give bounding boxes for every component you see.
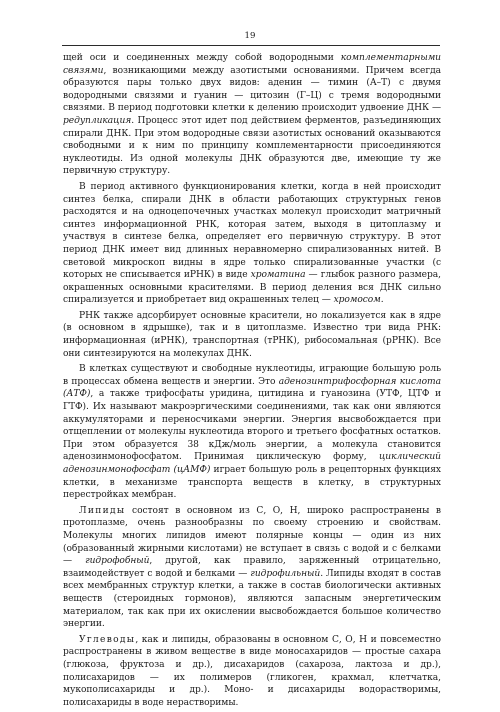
section-term: Липиды <box>79 505 126 516</box>
paragraph-p4 <box>63 363 441 502</box>
emphasized-term: гидрофильный <box>250 568 321 579</box>
text-run: состоят в основном из С, О, Н, широко распространены в протоплазме, очень разнообразны по своему строению и свойствам. Молекулы многих липидов имеют полярные концы — один из них (образованный жирными кислотами) не вступает в связь с водой и с белками — <box>63 505 441 567</box>
text-run: , возникающими между азотистыми основаниями. Причем всегда образуются пары только двух видов: аденин — тимин (А–Т) с двумя водородными связями и гуанин — цитозин (Г–Ц) с тремя водородными связями. В период подготовки клетки к делению происходит удвоение ДНК — <box>63 65 441 114</box>
text-run: . <box>380 295 384 306</box>
page-body-text <box>63 52 441 712</box>
text-run: В клетках существуют и свободные нуклеотиды, играющие большую роль в процессах обмена веществ и энергии. Это <box>63 364 441 387</box>
emphasized-term: гидрофобный <box>85 556 150 567</box>
header-rule <box>62 45 440 46</box>
text-run: . Липиды входят в состав всех мембранных структур клетки, а также в состав биологически активных веществ (стероидных гормонов), являются запасным энергетическим материалом, так как при их окислении высвобождается большое количество энергии. <box>63 568 441 630</box>
text-run: , как и липиды, образованы в основном С, О, Н и повсеместно распространены в живом веществе в виде моносахаридов — простые сахара (глюкоза, фруктоза и др.), дисахаридов (сахароза, лактоза и др.), полисахаридов — их полимеров (гликоген, крахмал, клетчатка, мукополисахариды и др.). Моно- и дисахариды водорастворимы, полисахариды в воде нерастворимы. <box>63 634 441 708</box>
text-run: РНК также адсорбирует основные красители, но локализуется как в ядре (в основном в ядрышке), так и в цитоплазме. Известно три вида РНК: информационная (иРНК), транспортная (тРНК), рибосомальная (рРНК). Все они синтезируются на молекулах ДНК. <box>63 310 441 359</box>
emphasized-term: комплементарными связями <box>63 53 441 76</box>
emphasized-term: хромосом <box>333 295 381 306</box>
emphasized-term: циклический аденозинмонофосфат (цАМФ) <box>63 452 441 475</box>
paragraph-p5 <box>63 505 441 631</box>
emphasized-term: хроматина <box>250 270 306 281</box>
emphasized-term: аденозинтрифосфорная кислота (АТФ) <box>63 376 441 400</box>
text-run: В период активного функционирования клетки, когда в ней происходит синтез белка, спирали ДНК в области работающих структурных генов расходятся и на одноцепочечных участках молекул происходит матричный синтез информационной РНК, которая затем, выходя в цитоплазму и участвуя в синтезе белка, определяет его первичную структуру. В этот период ДНК имеет вид длинных неравномерно спирализованных нитей. В световой микроскоп видны в ядре только спирализованные участки (с которых не списывается иРНК) в виде <box>63 181 441 281</box>
text-run: . Процесс этот идет под действием ферментов, разъединяющих спирали ДНК. При этом водородные связи азотистых оснований оказываются свободными и к ним по принципу комплементарности присоединяются нуклеотиды. Из одной молекулы ДНК образуются две, имеющие ту же первичную структуру. <box>63 115 441 177</box>
text-run: играет большую роль в рецепторных функциях клетки, в механизме транспорта веществ в клетку, в структурных перестройках мембран. <box>63 465 441 501</box>
paragraph-p1 <box>63 52 441 178</box>
paragraph-p6 <box>63 634 441 710</box>
paragraph-p3 <box>63 310 441 360</box>
emphasized-term: редупликация <box>63 115 132 126</box>
paragraph-p2 <box>63 181 441 307</box>
text-run: щей оси и соединенных между собой водородными <box>63 53 341 63</box>
text-run: , а также трифосфаты уридина, цитидина и гуанозина (УТФ, ЦТФ и ГТФ). Их называют макроэргическими соединениями, так как они являются аккумуляторами и переносчиками энергии. Энергия высвобождается при отщеплении от молекулы нуклеотида второго и третьего фосфатных остатков. При этом образуется 38 кДж/моль энергии, а молекула становится аденозинмонофосфатом. Принимая циклическую форму, <box>63 389 441 463</box>
section-term: Углеводы <box>79 634 136 645</box>
text-run: , другой, как правило, заряженный отрицательно, взаимодействует с водой и белками — <box>63 556 441 579</box>
text-run: — глыбок разного размера, окрашенных основными красителями. В период деления вся ДНК сильно спирализуется и приобретает вид окрашенных телец — <box>63 270 441 306</box>
page-number: 19 <box>244 31 256 41</box>
